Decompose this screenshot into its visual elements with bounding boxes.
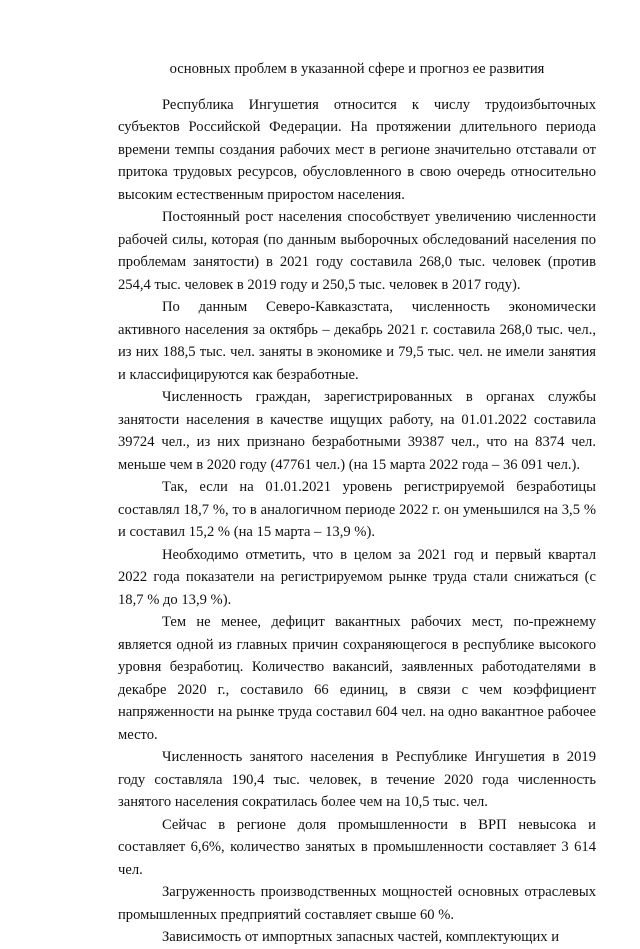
section-heading: основных проблем в указанной сфере и прогноз ее развития xyxy=(169,61,545,77)
paragraph-active-population: По данным Северо-Кавказстата, численность экономически активного населения за октябрь – декабрь 2021 г. составила 268,0 тыс. чел., из них 188,5 тыс. чел. заняты в экономике и 79,5 тыс. чел. не имели занятия и классифицируются как безработные. xyxy=(118,299,596,383)
paragraph-industry-share: Сейчас в регионе доля промышленности в ВРП невысока и составляет 6,6%, количество занятых в промышленности составляет 3 614 чел. xyxy=(118,816,596,878)
paragraph-labor-surplus: Республика Ингушетия относится к числу трудоизбыточных субъектов Российской Федерации. На протяжении длительного периода времени темпы создания рабочих мест в регионе значительно отставали от притока трудовых ресурсов, обусловленного в свою очередь относительно высоким естественным приростом населения. xyxy=(118,96,596,203)
paragraph-employed-population: Численность занятого населения в Республике Ингушетия в 2019 году составляла 190,4 тыс. человек, в течение 2020 года численность занятого населения сократилась более чем на 10,5 тыс. чел. xyxy=(118,749,596,810)
paragraph-registered-jobseekers: Численность граждан, зарегистрированных в органах службы занятости населения в качестве ищущих работу, на 01.01.2022 составила 39724 чел., из них признано безработными 39387 чел., что на 8374 чел. меньше чем в 2020 году (47761 чел.) (на 15 марта 2022 года – 36 091 чел.). xyxy=(118,389,596,473)
paragraph-market-indicators: Необходимо отметить, что в целом за 2021 год и первый квартал 2022 года показатели на регистрируемом рынке труда стали снижаться (с 18,7 % до 13,9 %). xyxy=(118,546,596,608)
paragraph-capacity-utilization: Загруженность производственных мощностей основных отраслевых промышленных предприятий составляет свыше 60 %. xyxy=(118,884,596,923)
paragraph-labor-force: Постоянный рост населения способствует увеличению численности рабочей силы, которая (по данным выборочных обследований населения по проблемам занятости) в 2021 году составила 268,0 тыс. человек (против 254,4 тыс. человек в 2019 году и 250,5 тыс. человек в 2017 году). xyxy=(118,209,596,293)
paragraph-unemployment-rate: Так, если на 01.01.2021 уровень регистрируемой безработицы составлял 18,7 %, то в аналогичном периоде 2022 г. он уменьшился на 3,5 % и составил 15,2 % (на 15 марта – 13,9 %). xyxy=(118,479,596,540)
document-page xyxy=(118,58,596,949)
paragraph-vacancy-deficit: Тем не менее, дефицит вакантных рабочих мест, по-прежнему является одной из главных причин сохраняющегося в республике высокого уровня безработиц. Количество вакансий, заявленных работодателями в декабре 2020 г., составило 66 единиц, в связи с чем коэффициент напряженности на рынке труда составил 604 чел. на одно вакантное рабочее место. xyxy=(118,614,596,743)
paragraph-import-dependence: Зависимость от импортных запасных частей, комплектующих и xyxy=(162,929,560,945)
